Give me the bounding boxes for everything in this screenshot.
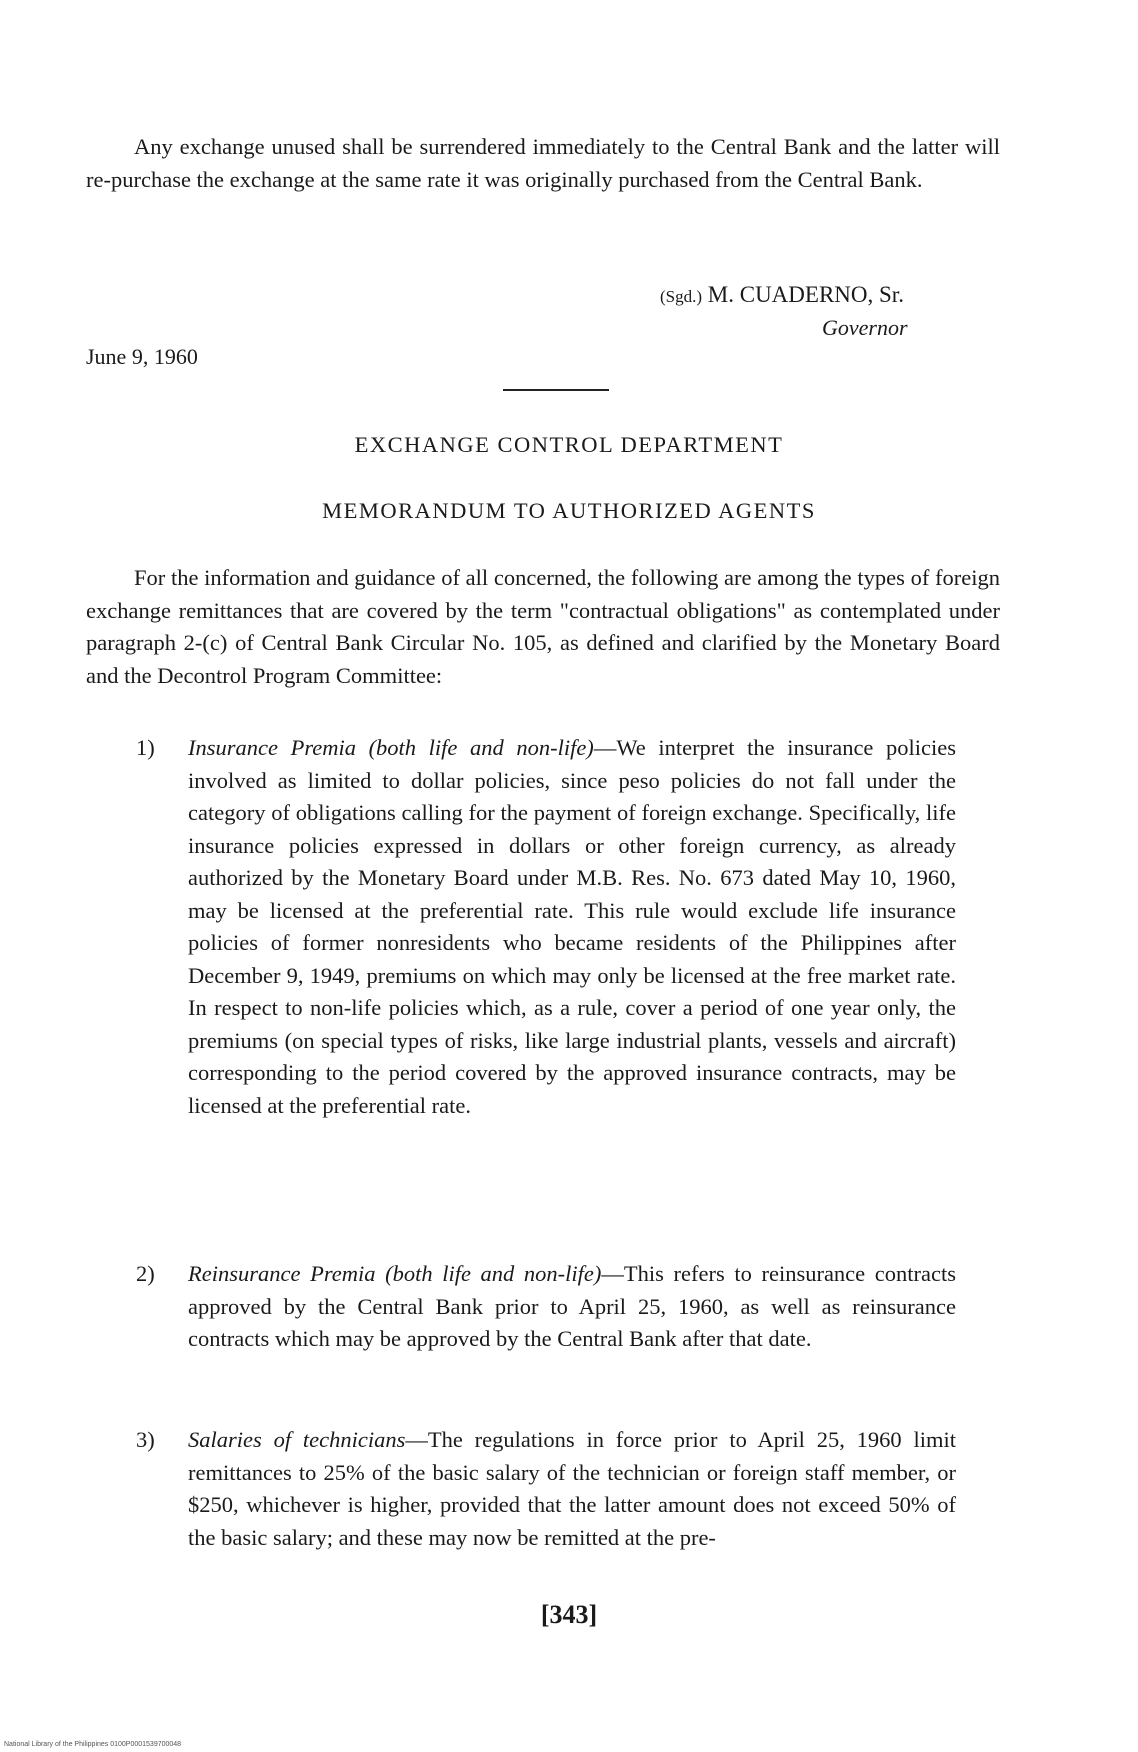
memo-heading: MEMORANDUM TO AUTHORIZED AGENTS (322, 498, 816, 523)
list-item-title: Reinsurance Premia (both life and non-life) (188, 1261, 602, 1286)
signature-title: Governor (822, 315, 908, 340)
list-item-title: Insurance Premia (both life and non-life) (188, 735, 594, 760)
signature-name: M. CUADERNO, Sr. (707, 282, 904, 307)
signature-line (660, 282, 904, 308)
signature-prefix: (Sgd.) (660, 287, 703, 306)
intro-paragraph: Any exchange unused shall be surrendered immediately to the Central Bank and the latter will re-purchase the exchange at the same rate it was originally purchased from the Central Bank. (86, 134, 1000, 192)
department-heading: EXCHANGE CONTROL DEPARTMENT (354, 432, 784, 457)
list-item-body (188, 1258, 956, 1356)
list-item-number: 1) (136, 735, 155, 760)
list-item (136, 1424, 956, 1554)
list-item (136, 732, 956, 1122)
list-item-text: —We interpret the insurance policies involved as limited to dollar policies, since peso policies do not fall under the category of obligations calling for the payment of foreign exchange. Specifically, life insurance policies expressed in dollars or other foreign currency, as already authorized by the Monetary Board under M.B. Res. No. 673 dated May 10, 1960, may be licensed at the preferential rate. This rule would exclude life insurance policies of former nonresidents who became residents of the Philippines after December 9, 1949, premiums on which may only be licensed at the free market rate. In respect to non-life policies which, as a rule, cover a period of one year only, the premiums (on special types of risks, like large industrial plants, vessels and aircraft) corresponding to the period covered by the approved insurance contracts, may be licensed at the preferential rate. (188, 735, 956, 1118)
list-item-title: Salaries of technicians (188, 1427, 406, 1452)
list-item-body (188, 1424, 956, 1554)
section-divider (503, 389, 609, 391)
list-item (136, 1258, 956, 1356)
page-number: [343] (540, 1600, 598, 1629)
list-item-number: 3) (136, 1427, 155, 1452)
list-item-text: —The regulations in force prior to April 25, 1960 limit remittances to 25% of the basic salary of the technician or foreign staff member, or $250, whichever is higher, provided that the latter amount does not exceed 50% of the basic salary; and these may now be remitted at the pre- (188, 1427, 956, 1550)
info-paragraph: For the information and guidance of all concerned, the following are among the types of foreign exchange remittances that are covered by the term "contractual obligations" as contemplated under paragraph 2-(c) of Central Bank Circular No. 105, as defined and clarified by the Monetary Board and the Decontrol Program Committee: (86, 565, 1000, 688)
list-item-text: —This refers to reinsurance contracts approved by the Central Bank prior to April 25, 1960, as well as reinsurance contracts which may be approved by the Central Bank after that date. (188, 1261, 956, 1351)
list-item-body (188, 732, 956, 1122)
list-item-number: 2) (136, 1261, 155, 1286)
document-date: June 9, 1960 (86, 344, 198, 369)
footer-note: National Library of the Philippines 0100P0001539700048 (4, 1741, 182, 1748)
